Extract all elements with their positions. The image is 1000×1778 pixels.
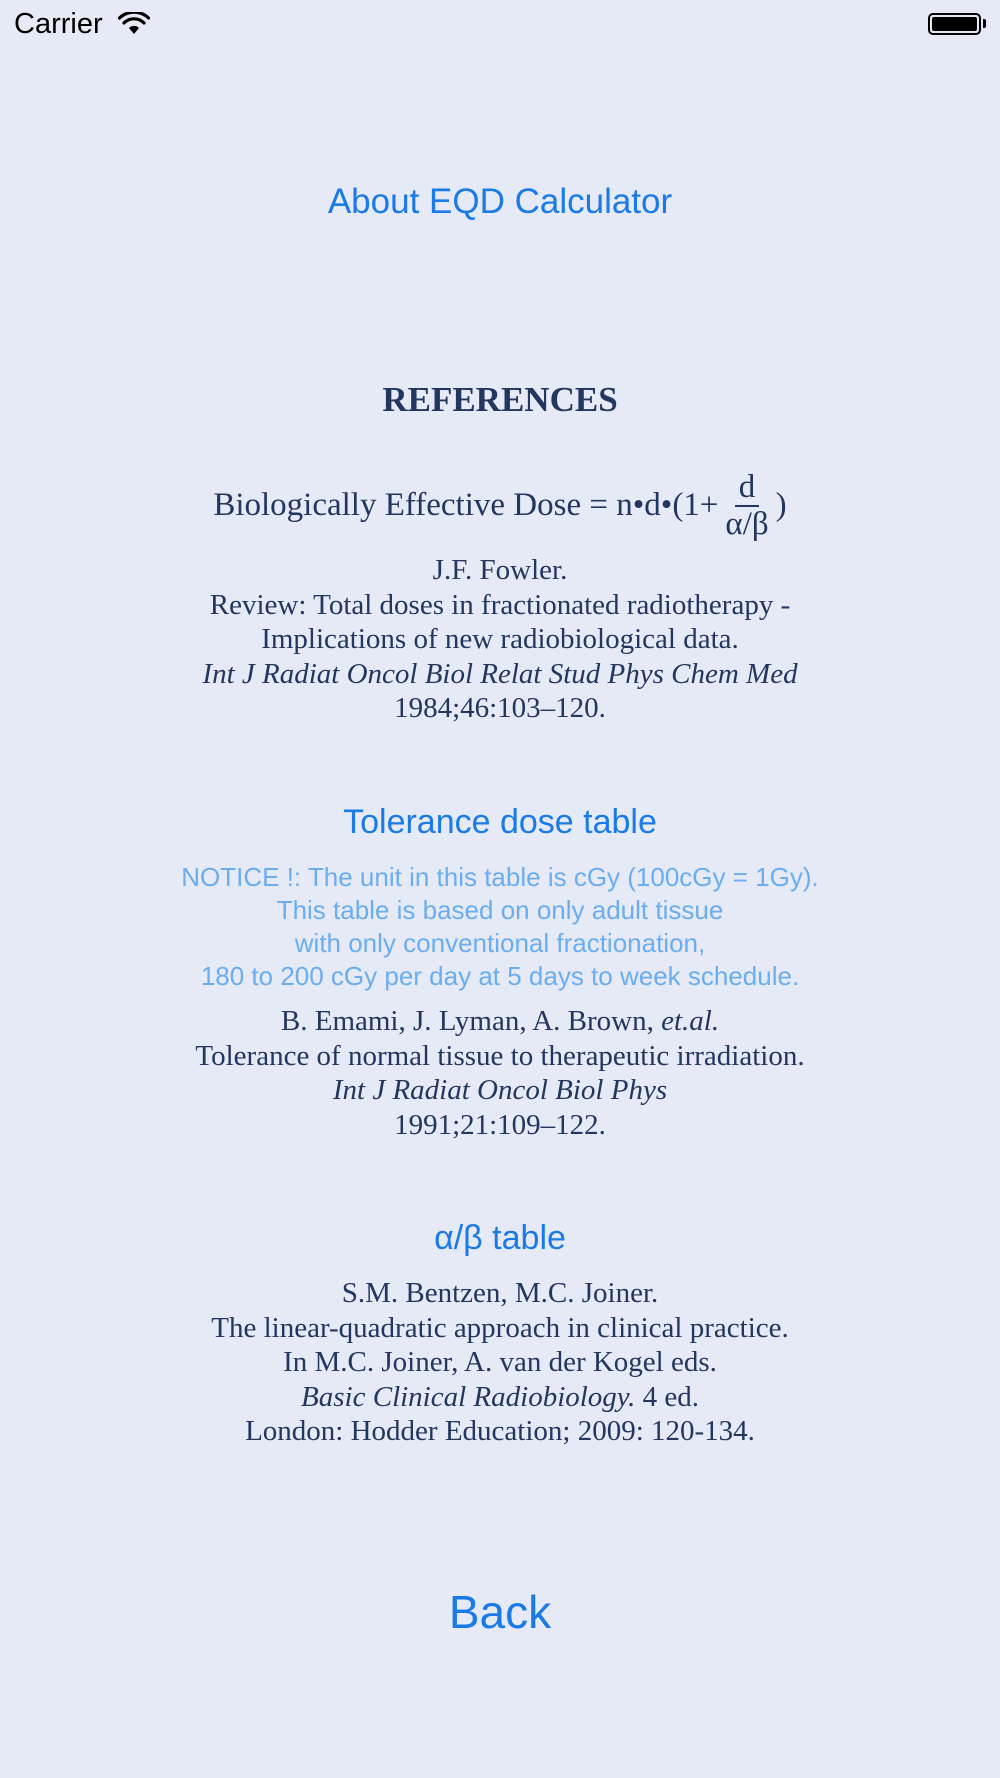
notice-line: 180 to 200 cGy per day at 5 days to week schedule. <box>200 961 800 991</box>
reference-authors <box>0 1004 1000 1039</box>
reference-line: Implications of new radiobiological data. <box>261 623 739 655</box>
reference-citation: 1991;21:109–122. <box>394 1108 606 1141</box>
authors-etal: et.al. <box>661 1005 720 1037</box>
page-title: About EQD Calculator <box>327 182 673 221</box>
reference-line: The linear-quadratic approach in clinical practice. <box>211 1311 789 1344</box>
tolerance-table-link[interactable]: Tolerance dose table <box>343 803 657 841</box>
authors-text: B. Emami, J. Lyman, A. Brown, <box>280 1005 662 1037</box>
reference-line: Review: Total doses in fractionated radiotherapy - <box>209 588 791 621</box>
bed-formula <box>0 470 1000 541</box>
emami-reference <box>0 1004 1000 1142</box>
back-button[interactable]: Back <box>448 1586 552 1638</box>
notice-line: This table is based on only adult tissue <box>276 895 724 925</box>
reference-citation: 1984;46:103–120. <box>394 692 606 724</box>
reference-line: Tolerance of normal tissue to therapeutic irradiation. <box>195 1039 805 1072</box>
fraction-numerator: d <box>735 470 760 507</box>
battery-icon <box>928 13 981 35</box>
book-edition: 4 ed. <box>635 1380 699 1413</box>
notice-line: NOTICE !: The unit in this table is cGy (100cGy = 1Gy). <box>181 862 819 892</box>
formula-fraction <box>721 470 772 541</box>
carrier-label: Carrier <box>14 8 103 40</box>
alpha-beta-table-link[interactable]: α/β table <box>434 1219 566 1257</box>
status-bar <box>0 0 1000 50</box>
fowler-reference <box>0 553 1000 726</box>
reference-line: J.F. Fowler. <box>432 554 568 586</box>
formula-close: ) <box>775 487 787 524</box>
battery-tip <box>983 19 986 28</box>
notice-line: with only conventional fractionation, <box>294 928 706 958</box>
reference-line: S.M. Bentzen, M.C. Joiner. <box>341 1277 659 1309</box>
fraction-denominator: α/β <box>725 505 769 542</box>
reference-citation: London: Hodder Education; 2009: 120-134. <box>245 1415 755 1447</box>
reference-journal: Int J Radiat Oncol Biol Relat Stud Phys Chem Med <box>202 657 798 690</box>
references-title: REFERENCES <box>382 380 618 419</box>
tolerance-notice <box>0 861 1000 993</box>
book-title: Basic Clinical Radiobiology. <box>301 1380 636 1413</box>
reference-line: In M.C. Joiner, A. van der Kogel eds. <box>283 1346 717 1378</box>
reference-book <box>0 1380 1000 1415</box>
wifi-icon <box>118 12 150 36</box>
bentzen-reference <box>0 1276 1000 1449</box>
reference-journal: Int J Radiat Oncol Biol Phys <box>332 1074 668 1106</box>
formula-lhs: Biologically Effective Dose = n•d•(1+ <box>213 487 719 524</box>
